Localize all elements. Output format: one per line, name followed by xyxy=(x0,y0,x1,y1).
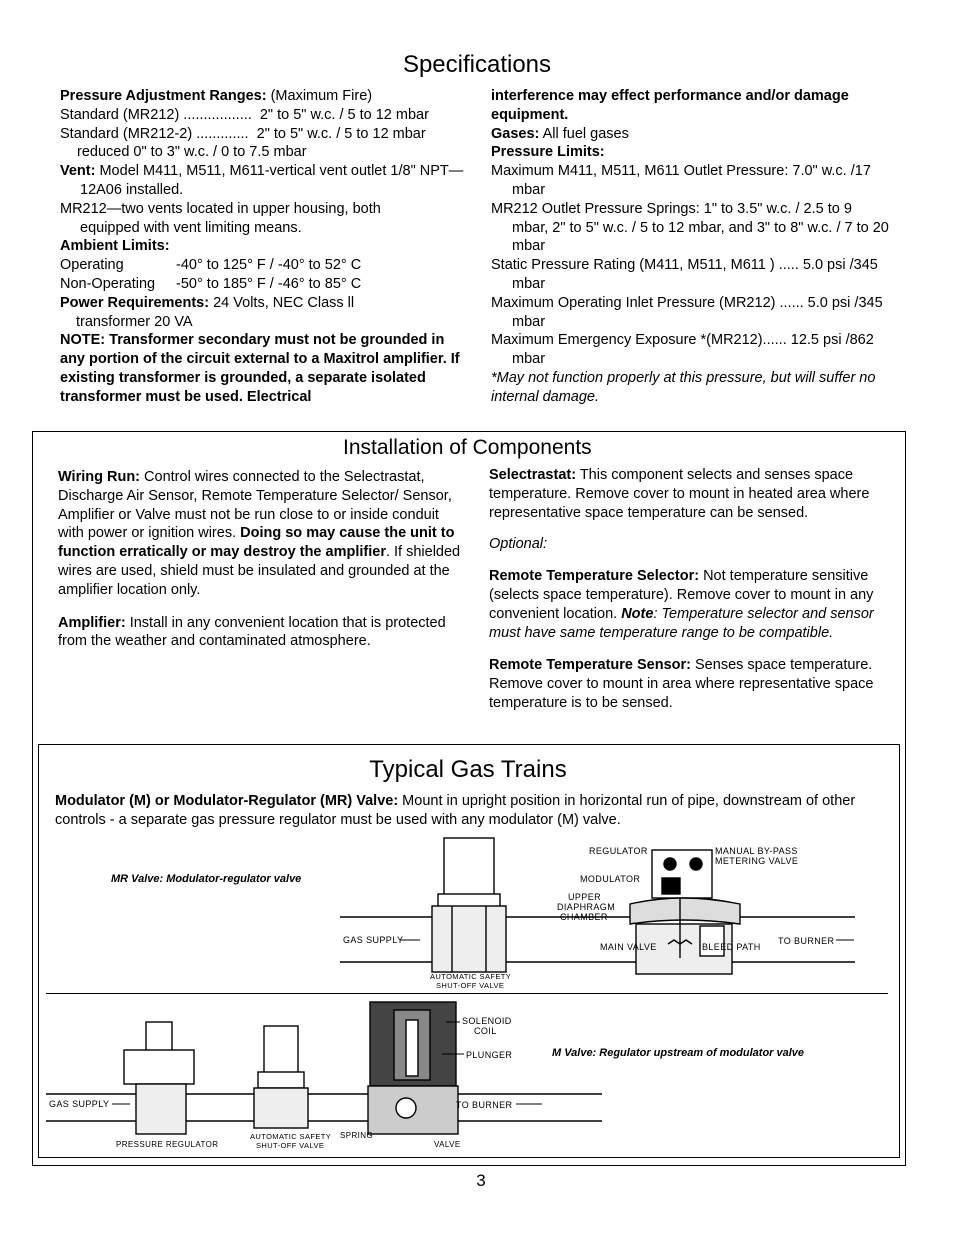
amplifier xyxy=(58,614,462,652)
nonoperating-label: Non-Operating xyxy=(60,275,156,292)
rtsensor-text: Senses space temperature. Remove cover to mount in area where representative space temperature is to be sensed. xyxy=(489,657,874,711)
max-inlet-pressure: Maximum Operating Inlet Pressure (MR212) ...... 5.0 psi /345 mbar xyxy=(491,294,883,330)
wiring-label: Wiring Run: xyxy=(58,469,141,485)
m-valve-diagram xyxy=(46,996,606,1154)
modulator-text: Mount in upright position in horizontal run of pipe, downstream of other controls - a separate gas pressure regulator must be used with any modulator (M) valve. xyxy=(55,793,856,828)
power-value: 24 Volts, NEC Class ll transformer 20 VA xyxy=(76,294,355,330)
modulator-paragraph xyxy=(55,792,887,830)
transformer-note: NOTE: Transformer secondary must not be grounded in any portion of the circuit external to a Maxitrol amplifier. If existing transformer is grounded, a separate isolated transformer must be used. Electrical xyxy=(60,332,460,405)
m-valve-caption: M Valve: Regulator upstream of modulator valve xyxy=(552,1047,805,1059)
gases-value: All fuel gases xyxy=(539,125,629,142)
d2-spring-label: SPRING xyxy=(340,1131,374,1140)
wiring-text: Control wires connected to the Selectrastat, Discharge Air Sensor, Remote Temperature Selector/ Sensor, Amplifier or Valve must not be run close to or inside conduit with power or ignition wires. xyxy=(58,469,452,542)
rts-text: Not temperature sensitive (selects space temperature). Remove cover to mount in any convenient location. xyxy=(489,568,874,622)
vent-value: Model M411, M511, M611-vertical vent outlet 1/8" NPT—12A06 installed. xyxy=(80,163,464,198)
power-label: Power Requirements: xyxy=(60,294,210,311)
rtsensor-label: Remote Temperature Sensor: xyxy=(489,657,691,674)
d2-auto-label-1: AUTOMATIC SAFETY xyxy=(250,1132,332,1141)
standard-mr212: Standard (MR212) ................. 2" to 5" w.c. / 5 to 12 mbar xyxy=(60,106,429,123)
d1-modulator-label: MODULATOR xyxy=(580,874,641,884)
mr-valve-diagram xyxy=(340,834,860,992)
rts-note-label: Note xyxy=(621,605,654,622)
d1-bleed-label: BLEED PATH xyxy=(702,942,761,952)
wiring-run xyxy=(58,468,462,600)
d1-regulator-label: REGULATOR xyxy=(589,846,648,856)
footnote: *May not function properly at this pressure, but will suffer no internal damage. xyxy=(491,369,876,405)
vent-label: Vent: xyxy=(60,163,96,180)
ambient-label-text: Ambient Limits: xyxy=(60,238,170,255)
d1-auto-label-1: AUTOMATIC SAFETY xyxy=(430,972,512,981)
d2-solenoid-label-1: SOLENOID xyxy=(462,1016,512,1026)
pressure-limits-label-text: Pressure Limits: xyxy=(491,144,605,161)
operating-row xyxy=(60,256,470,275)
specs-left-column xyxy=(60,87,470,407)
installation-title: Installation of Components xyxy=(343,436,592,459)
d1-auto-label-2: SHUT-OFF VALVE xyxy=(436,981,505,990)
d2-valve-label: VALVE xyxy=(434,1140,461,1149)
pressure-adjustment-value: (Maximum Fire) xyxy=(266,88,373,104)
d1-main-valve-label: MAIN VALVE xyxy=(600,942,657,952)
d2-gas-supply-label: GAS SUPPLY xyxy=(49,1099,110,1109)
page-number: 3 xyxy=(476,1171,486,1190)
nonoperating-row xyxy=(60,275,470,294)
max-emergency-exposure: Maximum Emergency Exposure *(MR212)...... 12.5 psi /862 mbar xyxy=(491,332,874,368)
mr212-outlet-springs: MR212 Outlet Pressure Springs: 1" to 3.5" w.c. / 2.5 to 9 mbar, 2" to 5" w.c. / 5 to 12 mbar, and 3" to 8" w.c. / 7 to 20 mbar xyxy=(491,200,889,255)
specs-right-column xyxy=(491,87,891,407)
modulator-label: Modulator (M) or Modulator-Regulator (MR) Valve: xyxy=(55,793,399,809)
selectrastat-label: Selectrastat: xyxy=(489,467,577,483)
d1-manual-label-2: METERING VALVE xyxy=(715,856,799,866)
d1-upper-label-3: CHAMBER xyxy=(560,912,608,922)
pressure-adjustment-label: Pressure Adjustment Ranges: xyxy=(60,88,267,104)
install-right-column xyxy=(489,466,899,713)
d1-upper-label-2: DIAPHRAGM xyxy=(557,902,616,912)
d1-to-burner-label: TO BURNER xyxy=(778,936,835,946)
install-left-column xyxy=(58,468,462,651)
nonoperating-value: -50° to 185° F / -46° to 85° C xyxy=(176,275,362,292)
operating-value: -40° to 125° F / -40° to 52° C xyxy=(176,257,362,274)
amplifier-label: Amplifier: xyxy=(58,614,126,631)
wiring-text-end: . If shielded wires are used, shield must be insulated and grounded at the amplifier location only. xyxy=(58,544,461,598)
power-requirements xyxy=(60,294,416,332)
vent-mr212: MR212—two vents located in upper housing, both equipped with vent limiting means. xyxy=(60,200,381,236)
d2-plunger-label: PLUNGER xyxy=(466,1050,513,1060)
static-pressure-rating: Static Pressure Rating (M411, M511, M611 ) ..... 5.0 psi /345 mbar xyxy=(491,257,878,292)
diagram-divider xyxy=(46,993,888,994)
operating-label: Operating xyxy=(60,257,124,274)
vent-spec xyxy=(60,162,470,200)
selectrastat-text: This component selects and senses space temperature. Remove cover to mount in heated area where representative space temperature can be sensed. xyxy=(489,467,870,521)
d1-manual-label-1: MANUAL BY-PASS xyxy=(715,846,798,856)
standard-reduced: reduced 0" to 3" w.c. / 0 to 7.5 mbar xyxy=(77,144,307,161)
d1-gas-supply-label: GAS SUPPLY xyxy=(343,935,404,945)
pressure-adjustment xyxy=(60,87,470,106)
selectrastat xyxy=(489,466,899,522)
d2-solenoid-label-2: COIL xyxy=(474,1026,497,1036)
d2-to-burner-label: TO BURNER xyxy=(456,1100,513,1110)
remote-temperature-sensor xyxy=(489,656,899,712)
wiring-warning: Doing so may cause the unit to function erratically or may destroy the amplifier xyxy=(58,525,455,561)
note-continued: interference may effect performance and/or damage equipment. xyxy=(491,88,849,123)
max-outlet-pressure: Maximum M411, M511, M611 Outlet Pressure: 7.0" w.c. /17 mbar xyxy=(491,163,871,198)
gases xyxy=(491,125,891,144)
rts-note-text: : Temperature selector and sensor must have same temperature range to be compatible. xyxy=(489,605,874,641)
optional-label: Optional: xyxy=(489,536,548,553)
mr-valve-caption: MR Valve: Modulator-regulator valve xyxy=(111,873,302,885)
d2-auto-label-2: SHUT-OFF VALVE xyxy=(256,1141,325,1150)
rts-label: Remote Temperature Selector: xyxy=(489,568,700,585)
remote-temperature-selector xyxy=(489,567,899,642)
standard-mr212-2: Standard (MR212-2) ............. 2" to 5" w.c. / 5 to 12 mbar xyxy=(60,125,426,142)
specs-title: Specifications xyxy=(402,51,552,78)
gases-label: Gases: xyxy=(491,125,540,142)
pressure-limits-label xyxy=(491,143,891,162)
ambient-label xyxy=(60,237,470,256)
d2-pressure-reg-label: PRESSURE REGULATOR xyxy=(116,1140,219,1149)
d1-upper-label-1: UPPER xyxy=(568,892,602,902)
gas-trains-title: Typical Gas Trains xyxy=(369,756,567,783)
amplifier-text: Install in any convenient location that is protected from the weather and contaminated atmosphere. xyxy=(58,614,446,650)
